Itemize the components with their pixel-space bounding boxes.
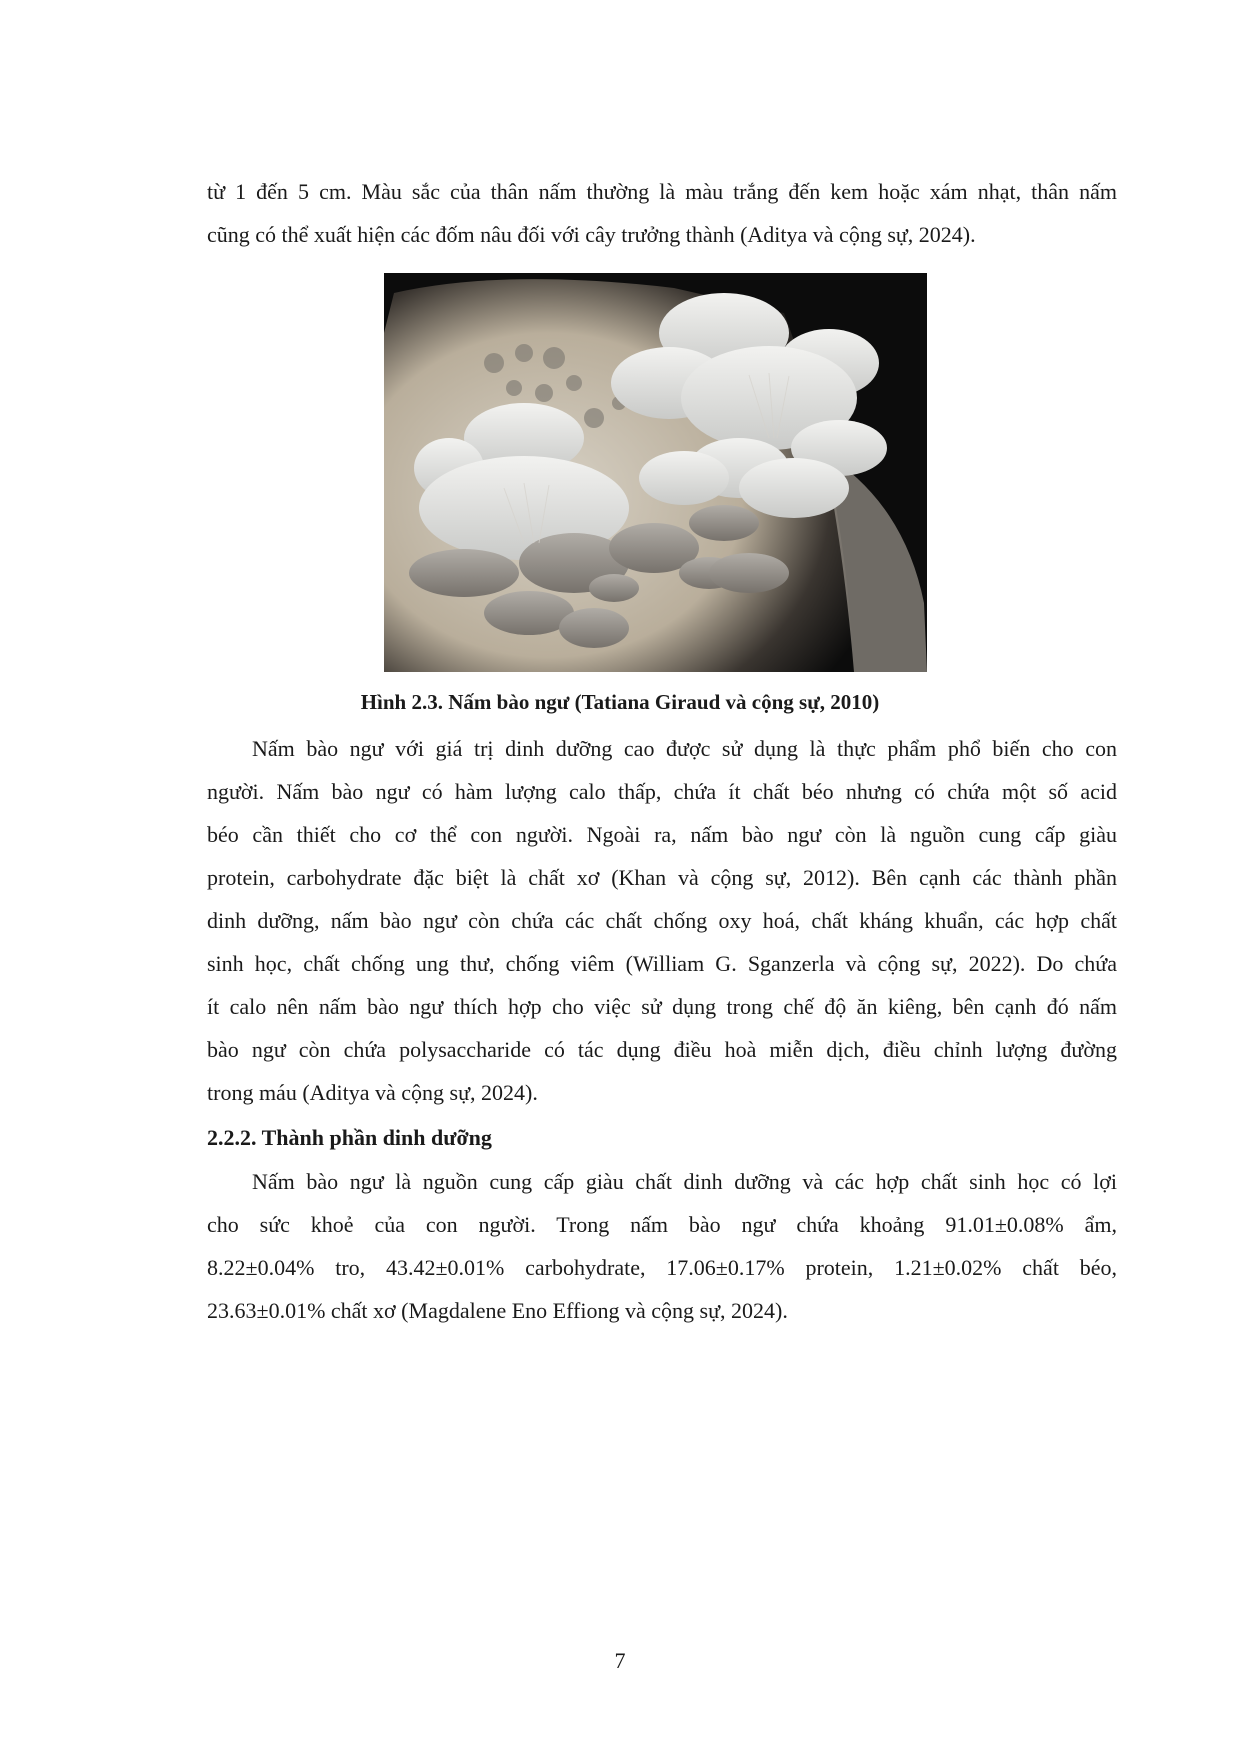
- intro-paragraph: [207, 170, 1117, 256]
- text-line: cho sức khoẻ của con người. Trong nấm bào ngư chứa khoảng 91.01±0.08% ẩm,: [207, 1212, 1117, 1237]
- text-line: bào ngư còn chứa polysaccharide có tác dụng điều hoà miễn dịch, điều chỉnh lượng đường: [207, 1037, 1117, 1062]
- section-heading: 2.2.2. Thành phần dinh dưỡng: [207, 1125, 492, 1150]
- text-line: sinh học, chất chống ung thư, chống viêm (William G. Sganzerla và cộng sự, 2022). Do chứa: [207, 951, 1117, 976]
- text-line: Nấm bào ngư là nguồn cung cấp giàu chất dinh dưỡng và các hợp chất sinh học có lợi: [252, 1169, 1117, 1194]
- paragraph-nutritional-value: [207, 727, 1117, 1114]
- oyster-mushroom-photo: [384, 273, 927, 672]
- text-line: protein, carbohydrate đặc biệt là chất xơ (Khan và cộng sự, 2012). Bên cạnh các thành phần: [207, 865, 1117, 890]
- text-line: trong máu (Aditya và cộng sự, 2024).: [207, 1080, 538, 1105]
- text-line: 8.22±0.04% tro, 43.42±0.01% carbohydrate, 17.06±0.17% protein, 1.21±0.02% chất béo,: [207, 1255, 1117, 1280]
- text-line: người. Nấm bào ngư có hàm lượng calo thấp, chứa ít chất béo nhưng có chứa một số acid: [207, 779, 1117, 804]
- text-line: cũng có thể xuất hiện các đốm nâu đối với cây trưởng thành (Aditya và cộng sự, 2024).: [207, 222, 976, 247]
- text-line: dinh dưỡng, nấm bào ngư còn chứa các chất chống oxy hoá, chất kháng khuẩn, các hợp chất: [207, 908, 1117, 933]
- text-line: ít calo nên nấm bào ngư thích hợp cho việc sử dụng trong chế độ ăn kiêng, bên cạnh đó nấm: [207, 994, 1117, 1019]
- text-line: từ 1 đến 5 cm. Màu sắc của thân nấm thường là màu trắng đến kem hoặc xám nhạt, thân nấm: [207, 179, 1117, 204]
- figure-caption: Hình 2.3. Nấm bào ngư (Tatiana Giraud và cộng sự, 2010): [360, 690, 880, 714]
- text-line: béo cần thiết cho cơ thể con người. Ngoài ra, nấm bào ngư còn là nguồn cung cấp giàu: [207, 822, 1117, 847]
- text-line: 23.63±0.01% chất xơ (Magdalene Eno Effiong và cộng sự, 2024).: [207, 1298, 788, 1323]
- page-number: 7: [614, 1648, 626, 1673]
- paragraph-nutrient-composition: [207, 1160, 1117, 1332]
- text-line: Nấm bào ngư với giá trị dinh dưỡng cao được sử dụng là thực phẩm phổ biến cho con: [252, 736, 1117, 761]
